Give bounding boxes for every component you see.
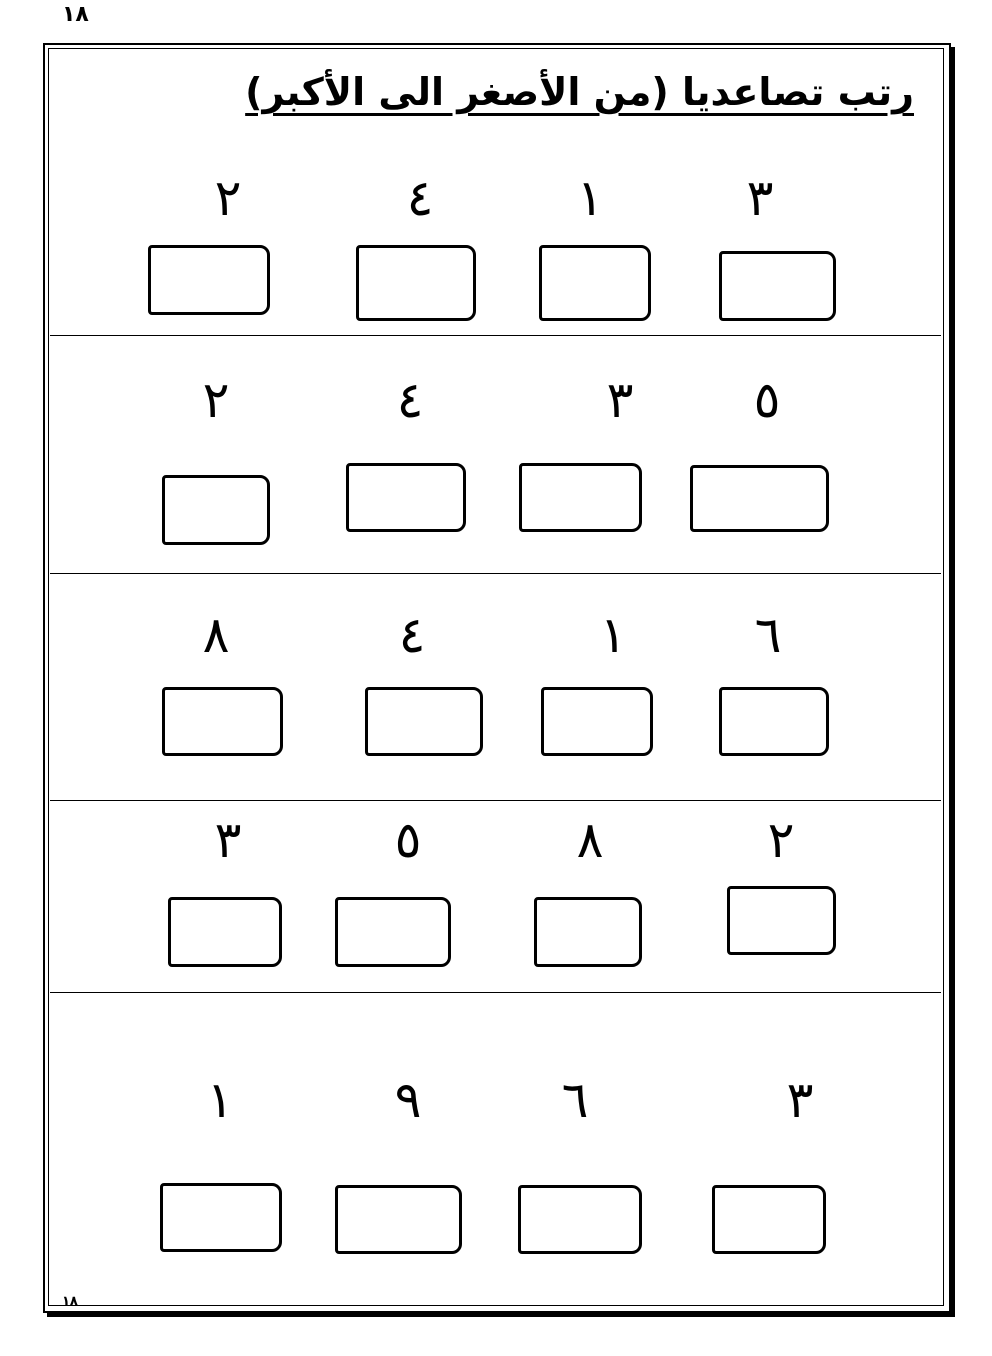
row-1-number-3: ٤	[406, 169, 434, 227]
row-5-number-4: ١	[206, 1071, 234, 1129]
row-1-answer-box-4[interactable]	[148, 245, 270, 315]
row-5-number-3: ٩	[394, 1071, 422, 1129]
row-3-answer-box-2[interactable]	[541, 687, 653, 756]
row-4-number-1: ٢	[767, 811, 795, 869]
row-4-number-4: ٣	[214, 811, 242, 869]
row-3-number-1: ٦	[754, 606, 782, 664]
row-4-number-3: ٥	[394, 811, 422, 869]
row-3-number-4: ٨	[202, 606, 230, 664]
page-title: رتب تصاعديا (من الأصغر الى الأكبر)	[245, 70, 914, 114]
row-2-number-3: ٤	[396, 371, 424, 429]
row-3-answer-box-1[interactable]	[719, 687, 829, 756]
row-2-number-4: ٢	[202, 371, 230, 429]
row-divider-1	[50, 335, 941, 336]
row-1-number-1: ٣	[746, 169, 774, 227]
row-1-number-4: ٢	[214, 169, 242, 227]
row-2-answer-box-4[interactable]	[162, 475, 270, 545]
row-5-answer-box-3[interactable]	[335, 1185, 462, 1254]
row-1-answer-box-2[interactable]	[539, 245, 651, 321]
row-5-number-2: ٦	[561, 1071, 589, 1129]
row-4-answer-box-4[interactable]	[168, 897, 282, 967]
row-4-answer-box-1[interactable]	[727, 886, 836, 955]
row-2-answer-box-1[interactable]	[690, 465, 829, 532]
row-5-answer-box-2[interactable]	[518, 1185, 642, 1254]
row-2-number-1: ٥	[753, 371, 781, 429]
row-2-answer-box-3[interactable]	[346, 463, 466, 532]
row-4-number-2: ٨	[576, 811, 604, 869]
page-number-bottom: ١٨	[62, 1294, 78, 1309]
row-3-number-3: ٤	[398, 606, 426, 664]
row-divider-4	[50, 992, 941, 993]
row-1-answer-box-1[interactable]	[719, 251, 836, 321]
row-1-answer-box-3[interactable]	[356, 245, 476, 321]
row-4-answer-box-2[interactable]	[534, 897, 642, 967]
row-5-number-1: ٣	[786, 1071, 814, 1129]
row-3-number-2: ١	[599, 606, 627, 664]
row-divider-2	[50, 573, 941, 574]
row-divider-3	[50, 800, 941, 801]
row-2-answer-box-2[interactable]	[519, 463, 642, 532]
row-2-number-2: ٣	[606, 371, 634, 429]
page-number-top: ١٨	[62, 2, 89, 27]
row-5-answer-box-4[interactable]	[160, 1183, 282, 1252]
row-5-answer-box-1[interactable]	[712, 1185, 826, 1254]
row-3-answer-box-3[interactable]	[365, 687, 483, 756]
row-3-answer-box-4[interactable]	[162, 687, 283, 756]
row-1-number-2: ١	[576, 169, 604, 227]
row-4-answer-box-3[interactable]	[335, 897, 451, 967]
